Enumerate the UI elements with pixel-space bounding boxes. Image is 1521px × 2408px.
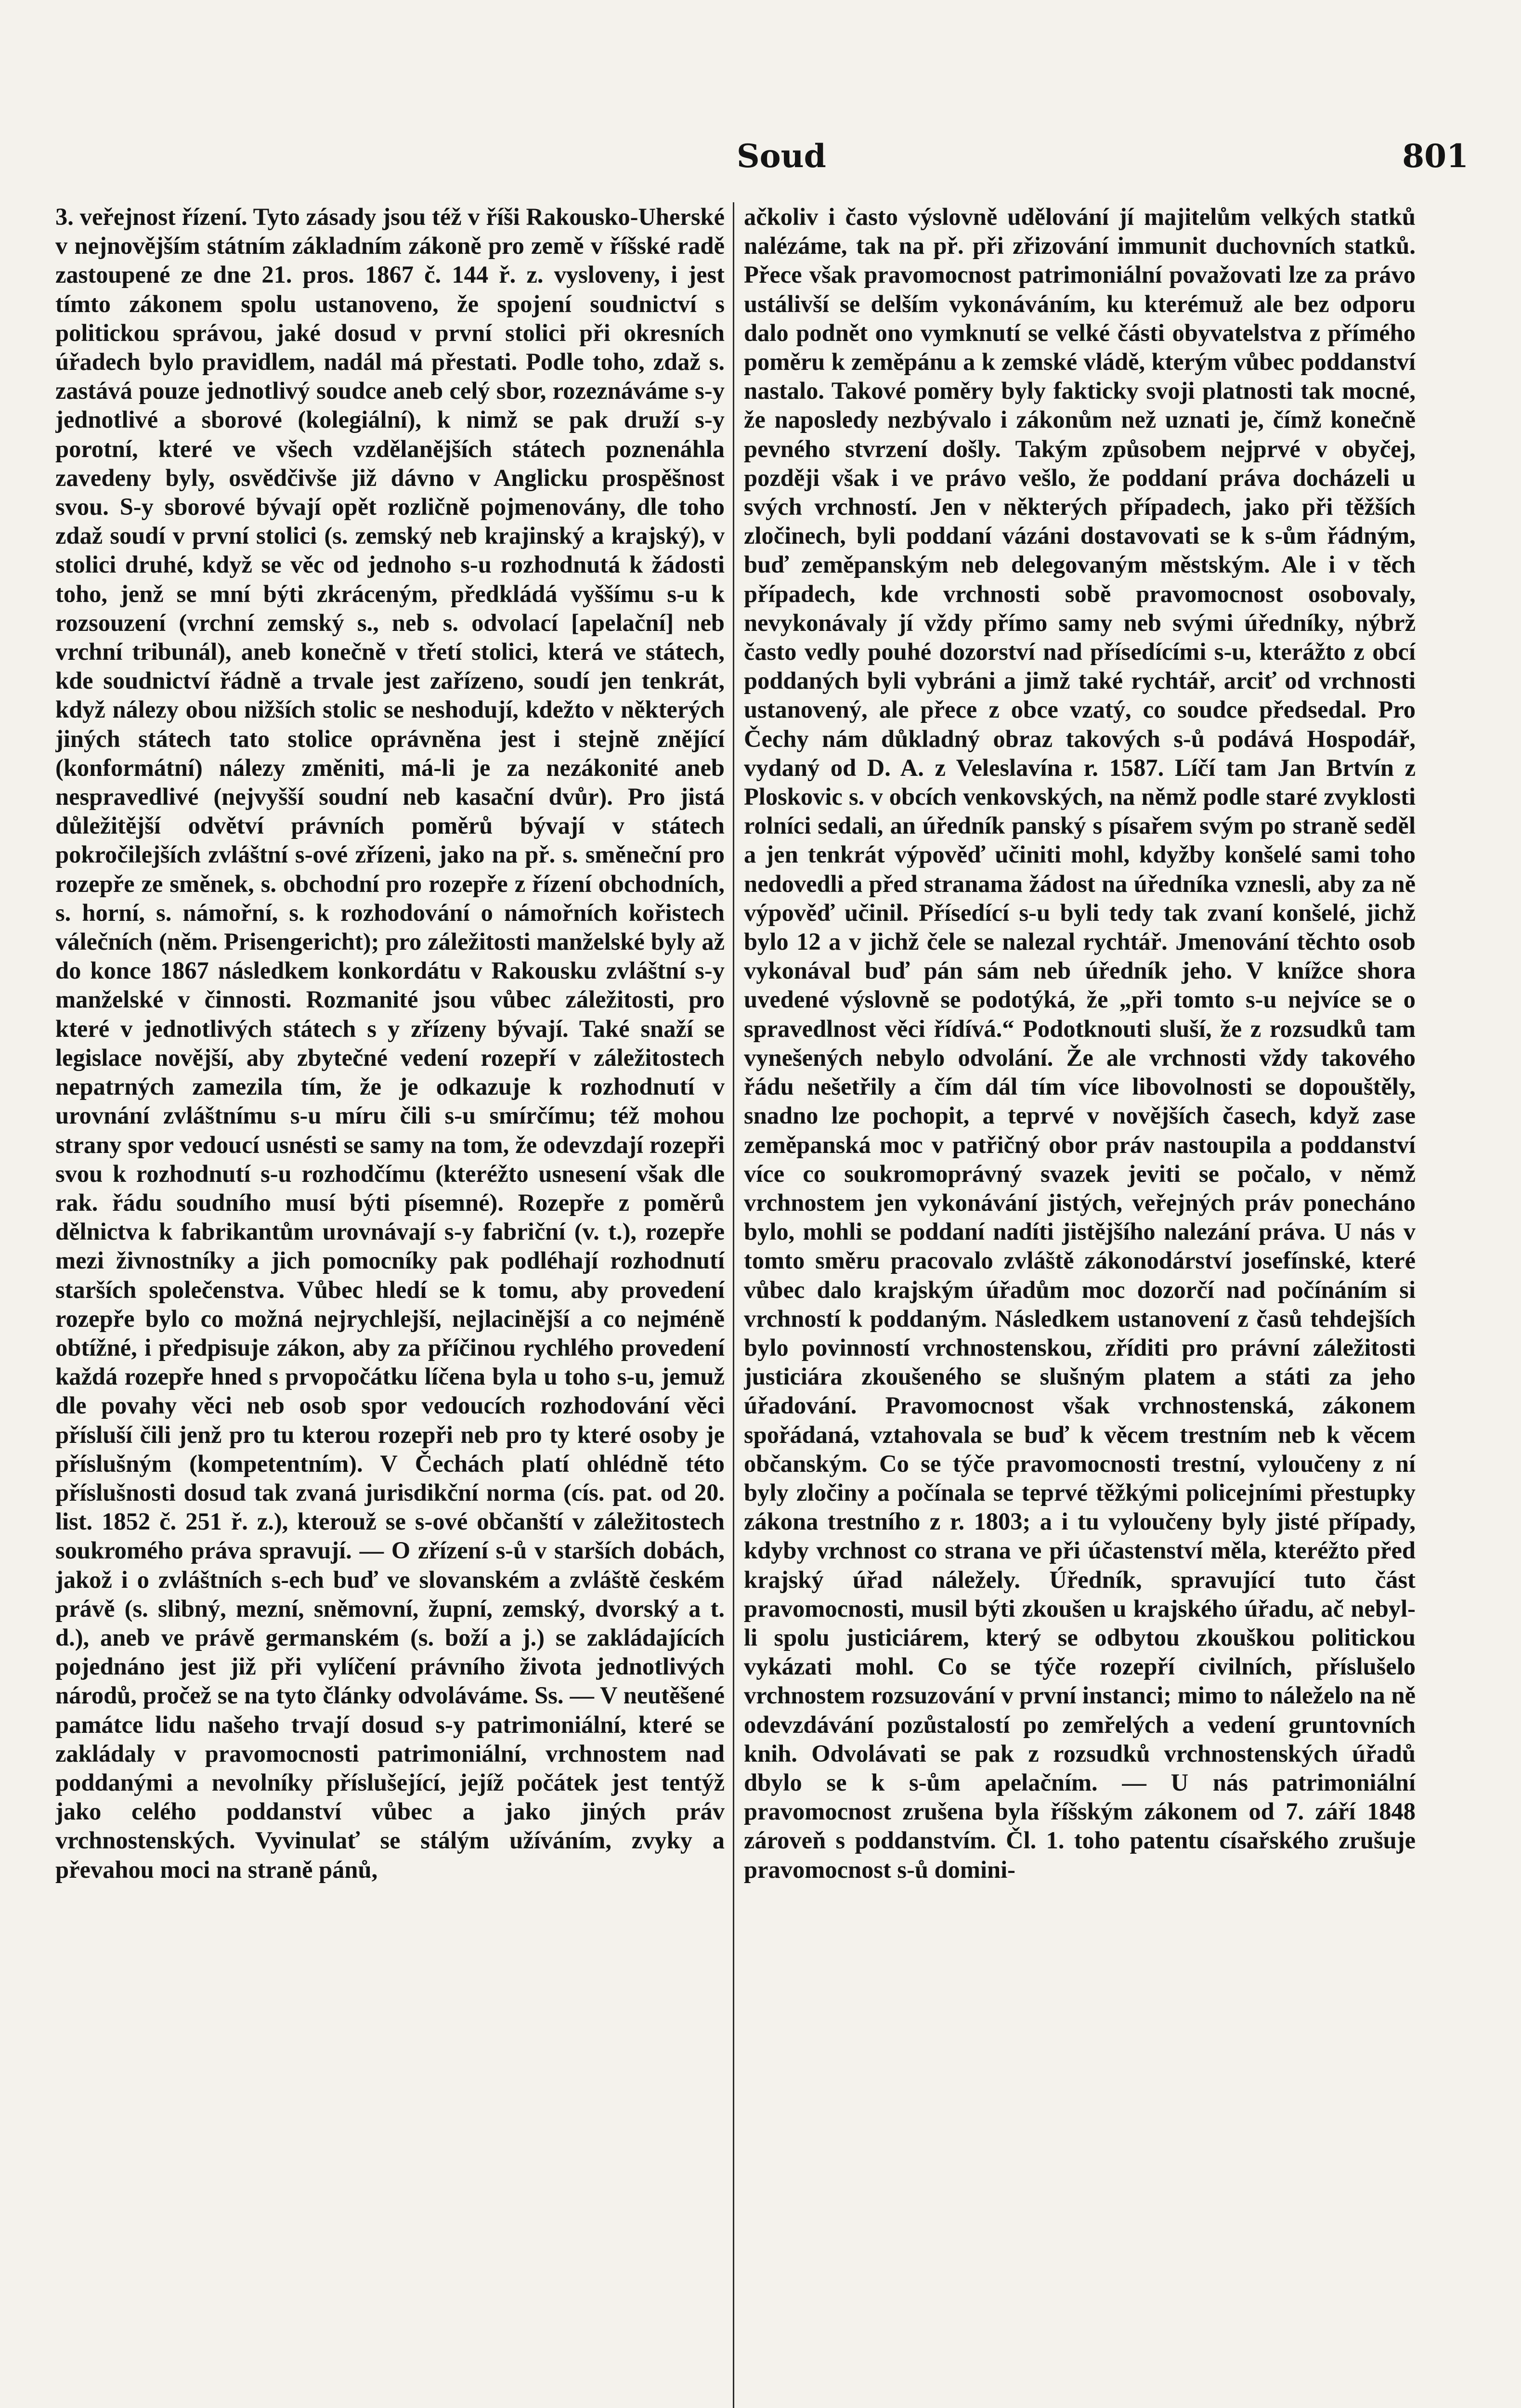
right-column [744,202,1416,2408]
page-header [58,132,1469,190]
left-column [55,202,725,2408]
column-divider [733,202,734,2408]
left-column-text: 3. veřejnost řízení. Tyto zásady jsou též v říši Rakousko-Uherské v nejnovějším státním základním zákoně pro země v říšské radě zastoupené ze dne 21. pros. 1867 č. 144 ř. z. vysloveny, i jest tímto zákonem spolu ustanoveno, že spojení soudnictví s politickou správou, jaké dosud v první stolici při okresních úřadech bylo pravidlem, nadál má přestati. Podle toho, zdaž s. zastává pouze jednotlivý soudce aneb celý sbor, rozeznáváme s-y jednotlivé a sborové (kolegiální), k nimž se pak druží s-y porotní, které ve všech vzdělanějších státech poznenáhla zavedeny byly, osvědčivše již dávno v Anglicku prospěšnost svou. S-y sborové bývají opět rozličně pojmenovány, dle toho zdaž soudí v první stolici (s. zemský neb krajinský a krajský), v stolici druhé, když se věc od jednoho s-u rozhodnutá k žádosti toho, jenž se mní býti zkráceným, předkládá vyššímu s-u k rozsouzení (vrchní zemský s., neb s. odvolací [apelační] neb vrchní tribunál), aneb konečně v třetí stolici, která ve státech, kde soudnictví řádně a trvale jest zařízeno, soudí jen tenkrát, když nálezy obou nižších stolic se neshodují, kdežto v některých jiných státech tato stolice oprávněna jest i stejně znějící (konformátní) nálezy změniti, má-li je za nezákonité aneb nespravedlivé (nejvyšší soudní neb kasační dvůr). Pro jistá důležitější odvětví právních poměrů bývají v státech pokročilejších zvláštní s-ové zřízeni, jako na př. s. směneční pro rozepře ze směnek, s. obchodní pro rozepře z řízení obchodních, s. horní, s. námořní, s. k rozhodování o námořních kořistech válečních (něm. Prisengericht); pro záležitosti manželské byly až do konce 1867 následkem konkordátu v Rakousku zvláštní s-y manželské v činnosti. Rozmanité jsou vůbec záležitosti, pro které v jednotlivých státech s y zřízeny bývají. Také snaží se legislace novější, aby zbytečné vedení rozepří v záležitostech nepatrných zamezila tím, že je odkazuje k rozhodnutí v urovnání zvláštnímu s-u míru čili s-u smírčímu; též mohou strany spor vedoucí usnésti se samy na tom, že odevzdají rozepři svou k rozhodnutí s-u rozhodčímu (kteréžto usnesení však dle rak. řádu soudního musí býti písemné). Rozepře z poměrů dělnictva k fabrikantům urovnávají s-y fabriční (v. t.), rozepře mezi živnostníky a jich pomocníky pak podléhají rozhodnutí starších společenstva. Vůbec hledí se k tomu, aby provedení rozepře bylo co možná nejrychlejší, nejlacinější a co nejméně obtížné, i předpisuje zákon, aby za příčinou rychlého provedení každá rozepře hned s prvopočátku líčena byla u toho s-u, jemuž dle povahy věci neb osob spor vedoucích rozhodování věci přísluší čili jenž pro tu kterou rozepři neb pro ty které osoby je příslušným (kompetentním). V Čechách platí ohlédně této příslušnosti dosud tak zvaná jurisdikční norma (cís. pat. od 20. list. 1852 č. 251 ř. z.), kterouž se s-ové občanští v záležitostech soukromého práva spravují. — O zřízení s-ů v starších dobách, jakož i o zvláštních s-ech buď ve slovanském a zvláště českém právě (s. slibný, mezní, sněmovní, župní, zemský, dvorský a t. d.), aneb ve právě germanském (s. boží a j.) se zakládajících pojednáno jest již při vylíčení právního života jednotlivých národů, pročež se na tyto články odvoláváme. Ss. — V neutěšené památce lidu našeho trvají dosud s-y patrimoniální, které se zakládaly v pravomocnosti patrimoniální, vrchnostem nad poddanými a nevolníky příslušející, jejíž počátek jest tentýž jako celého poddanství vůbec a jako jiných práv vrchnostenských. Vyvinulať se stálým užíváním, zvyky a převahou moci na straně pánů, [55,203,725,1883]
right-column-text: ačkoliv i často výslovně udělování jí majitelům velkých statků nalézáme, tak na př. při zřizování immunit duchovních statků. Přece však pravomocnost patrimoniální považovati lze za právo ustálivší se delším vykonáváním, ku kterémuž ale bez odporu dalo podnět ono vymknutí se velké části obyvatelstva z přímého poměru k zeměpánu a k zemské vládě, kterým vůbec poddanství nastalo. Takové poměry byly fakticky svoji platnosti tak mocné, že naposledy nezbývalo i zákonům než uznati je, čímž konečně pevného stvrzení došly. Takým způsobem nejprvé v obyčej, později však i ve právo vešlo, že poddaní práva docházeli u svých vrchností. Jen v některých případech, jako při těžších zločinech, byli poddaní vázáni dostavovati se k s-ům řádným, buď zeměpanským neb delegovaným městským. Ale i v těch případech, kde vrchnosti sobě pravomocnost osobovaly, nevykonávaly jí vždy přímo samy neb svými úředníky, nýbrž často vedly pouhé dozorství nad přísedícími s-u, kterážto z obcí poddaných byli vybráni a jimž také rychtář, arciť od vrchnosti ustanovený, ale přece z obce vzatý, co soudce předsedal. Pro Čechy nám důkladný obraz takových s-ů podává Hospodář, vydaný od D. A. z Veleslavína r. 1587. Líčí tam Jan Brtvín z Ploskovic s. v obcích venkovských, na němž podle staré zvyklosti rolníci sedali, an úředník panský s písařem svým po straně seděl a jen tenkrát výpověď učiniti mohl, kdyžby konšelé sami toho nedovedli a před stranama žádost na úředníka vznesli, aby za ně výpověď učinil. Přísedící s-u byli tedy tak zvaní konšelé, jichž bylo 12 a v jichž čele se nalezal rychtář. Jmenování těchto osob vykonával buď pán sám neb úředník jeho. V knížce shora uvedené výslovně se podotýká, že „při tomto s-u nejvíce se o spravedlnost věci řídívá.“ Podotknouti sluší, že z rozsudků tam vynešených nebylo odvolání. Že ale vrchnosti vždy takového řádu nešetřily a čím dál tím více libovolnosti se dopouštěly, snadno lze pochopit, a teprvé v novějších časech, když zase zeměpanská moc v patřičný obor práv nastoupila a poddanství více co soukromoprávný svazek jeviti se počalo, v němž vrchnostem jen vykonávání jistých, veřejných práv ponecháno bylo, mohli se poddaní nadíti jistějšího nalezání práva. U nás v tomto směru pracovalo zvláště zákonodárství josefínské, které vůbec dalo krajským úřadům moc dozorčí nad počínáním si vrchností k poddaným. Následkem ustanovení z časů tehdejších bylo povinností vrchnostenskou, zříditi pro právní záležitosti justiciára zkoušeného se slušným platem a státi za jeho úřadování. Pravomocnost však vrchnostenská, zákonem spořádaná, vztahovala se buď k věcem trestním neb k věcem občanským. Co se týče pravomocnosti trestní, vyloučeny z ní byly zločiny a počínala se teprvé těžkými policejními přestupky zákona trestního z r. 1803; a i tu vyloučeny byly jisté případy, kdyby vrchnost co strana ve při účastenství měla, kteréžto před krajský úřad náležely. Úředník, spravující tuto část pravomocnosti, musil býti zkoušen u krajského úřadu, ač nebyl-li spolu justiciárem, který se odbytou zkouškou politickou vykázati mohl. Co se týče rozepří civilních, příslušelo vrchnostem rozsuzování v první instanci; mimo to náleželo na ně odevzdávání pozůstalostí po zemřelých a vedení gruntovních knih. Odvolávati se pak z rozsudků vrchnostenských úřadů dbylo se k s-ům apelačním. — U nás patrimoniální pravomocnost zrušena byla říšským zákonem od 7. září 1848 zároveň s poddanstvím. Čl. 1. toho patentu císařského zrušuje pravomocnost s-ů domini- [744,203,1416,1883]
running-head-title: Soud [737,137,826,175]
page-number: 801 [1402,137,1469,175]
